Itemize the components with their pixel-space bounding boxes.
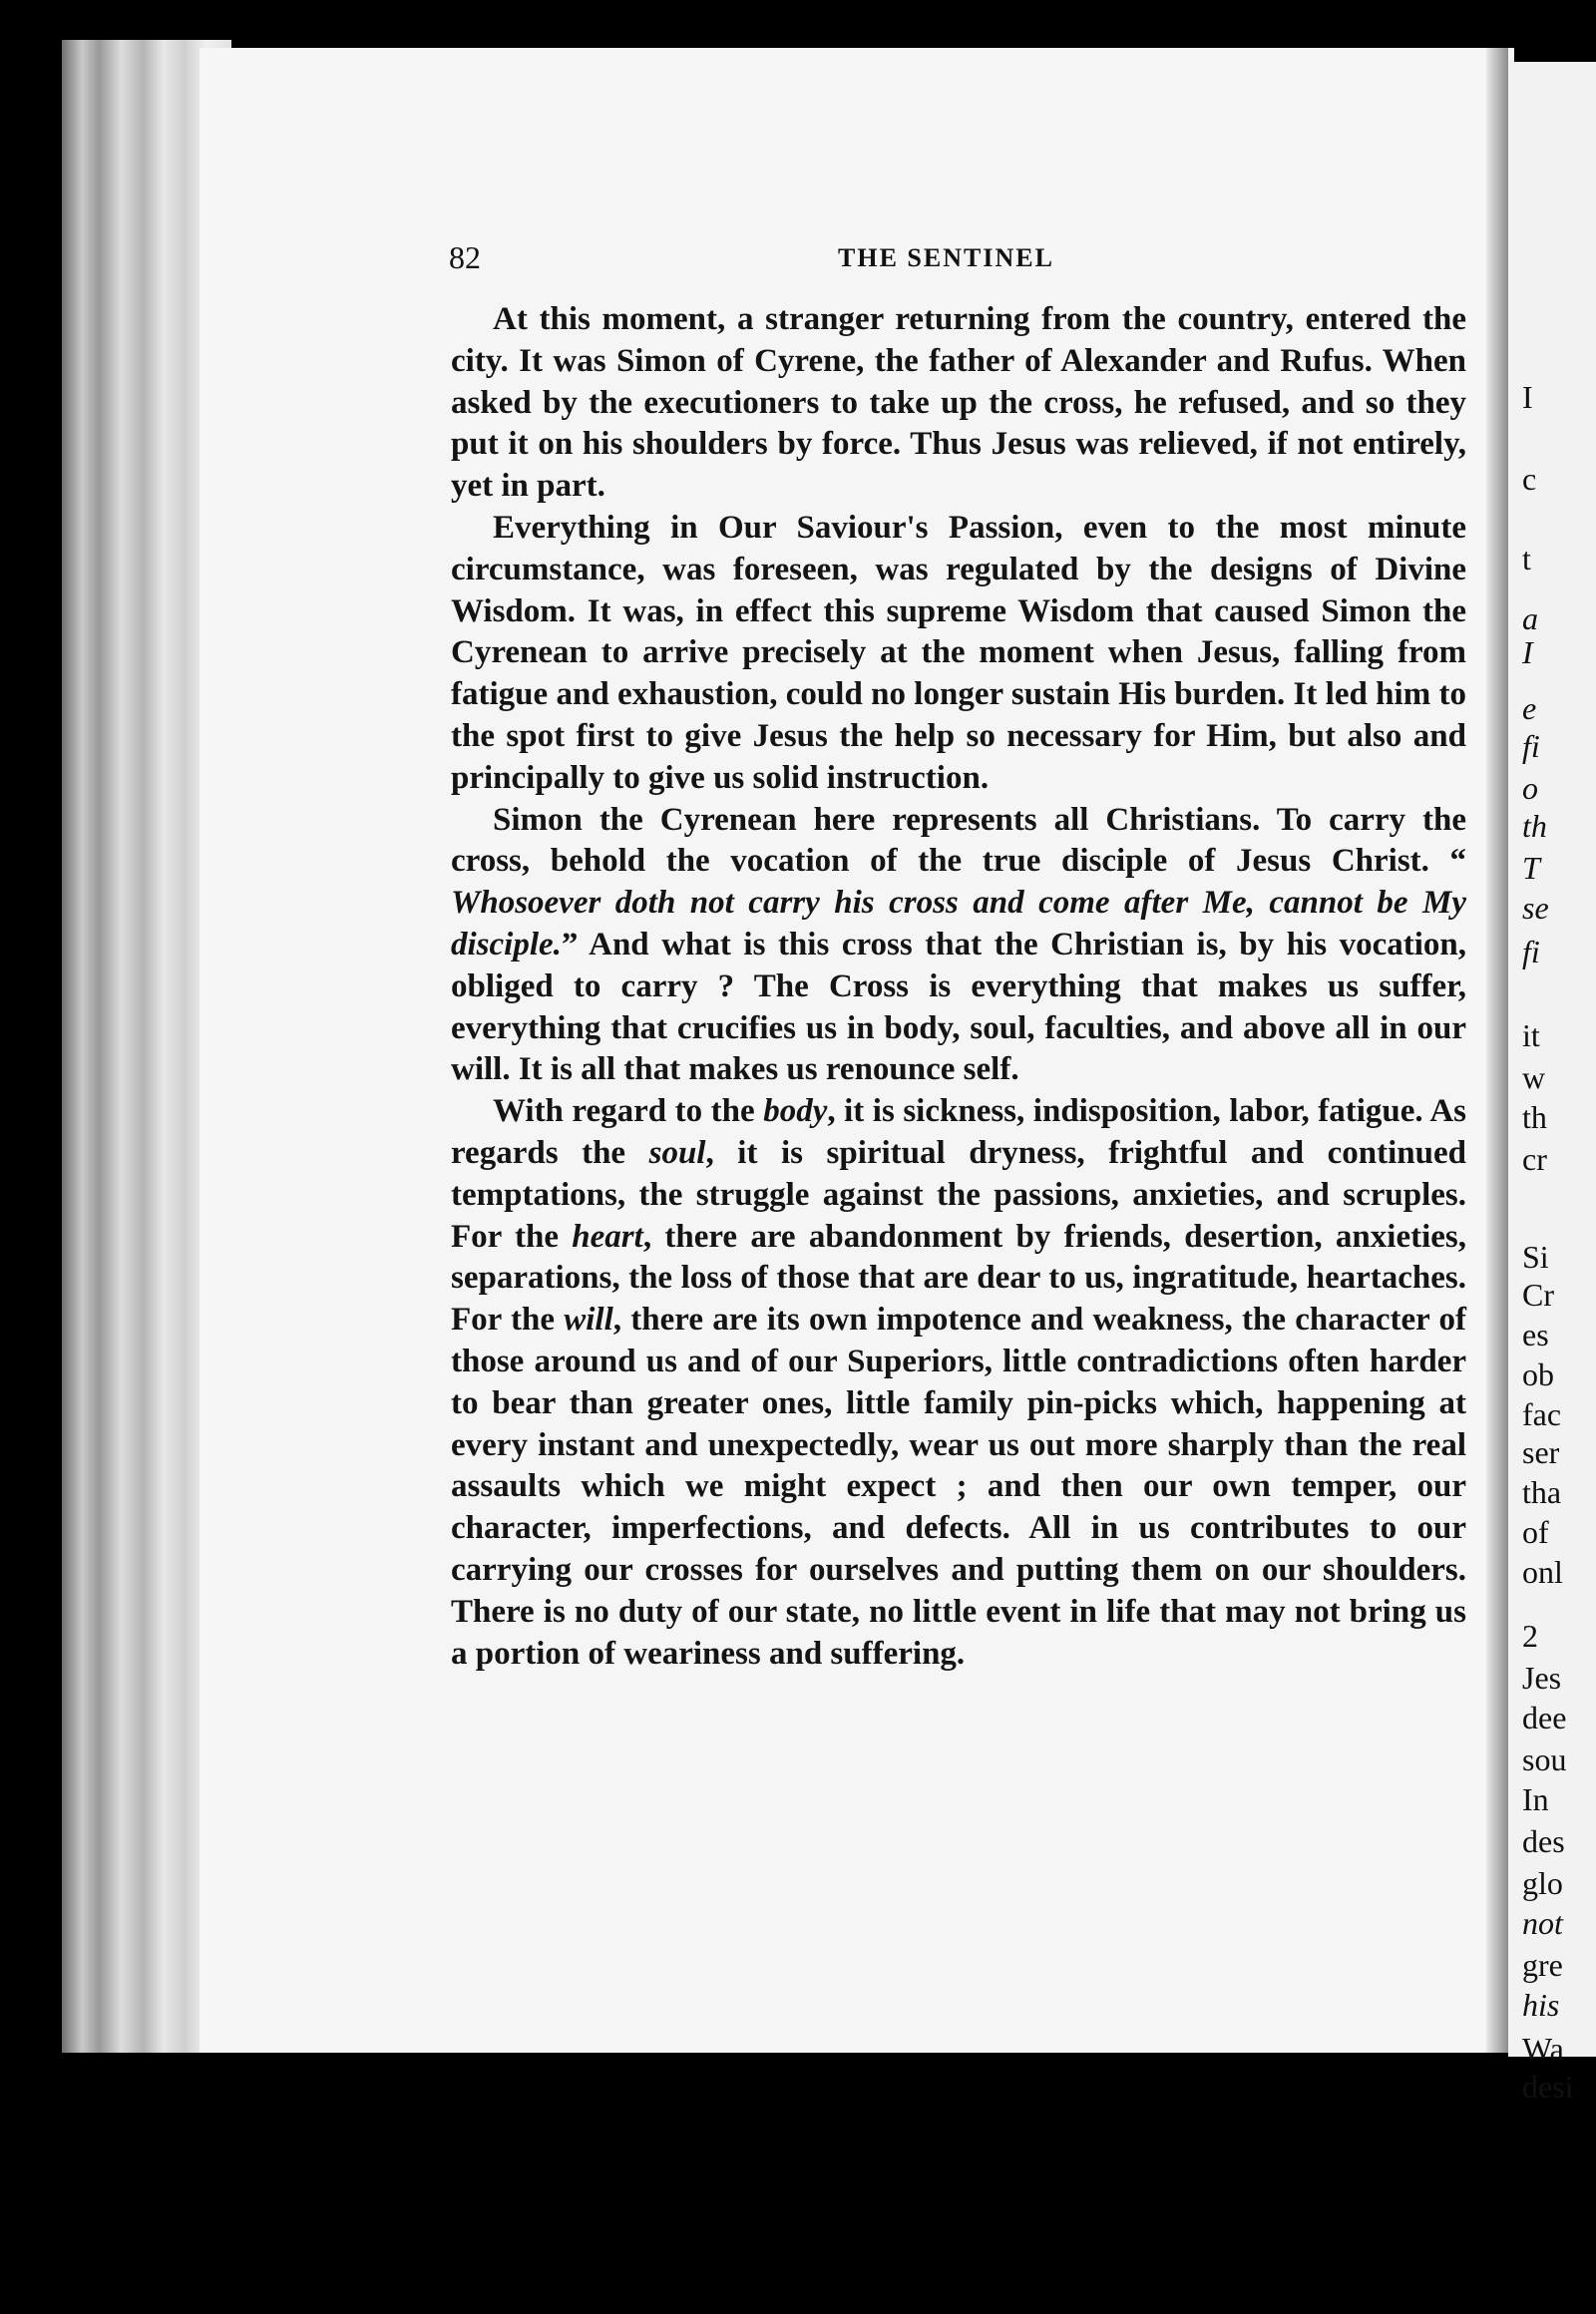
- paragraph-text: , it is spiritual dryness, frightful and continued temptations, the struggle against the passions, anxieties, and scruples. For the: [451, 1134, 1466, 1255]
- facing-page-text: his: [1522, 1987, 1560, 2023]
- facing-page-text: of: [1522, 1514, 1549, 1550]
- facing-page-text: gre: [1522, 1947, 1563, 1983]
- facing-page-text: 2: [1522, 1618, 1538, 1654]
- facing-page-text: I: [1522, 634, 1533, 670]
- facing-page-text: fi: [1522, 934, 1540, 969]
- book-gutter: [1486, 48, 1508, 2053]
- paragraph: [451, 508, 1466, 800]
- facing-page-text: ser: [1522, 1434, 1560, 1470]
- running-title: THE SENTINEL: [838, 243, 1054, 272]
- paragraph: [451, 800, 1466, 1092]
- paragraph: At this moment, a stranger returning from the country, entered the city. It was Simon of Cyrene, the father of Alexander and Rufus. When asked by the executioners to take up the cross, he refused, and so they put it on his shoulders by force. Thus Jesus was relieved, if not entirely, yet in part.: [451, 301, 1466, 505]
- facing-page-text: fi: [1522, 728, 1540, 764]
- facing-page-fragment: [1508, 62, 1596, 2105]
- page-body: [451, 299, 1466, 1675]
- facing-page-text: w: [1522, 1059, 1546, 1095]
- emphasis-word: will: [564, 1302, 613, 1339]
- facing-page-text: se: [1522, 890, 1549, 926]
- paragraph-text: Simon the Cyrenean here represents all Christians. To carry the cross, behold the vocation of the true disciple of Jesus Christ. “: [451, 801, 1466, 880]
- emphasis-word: heart: [572, 1218, 643, 1255]
- facing-page-text: e: [1522, 690, 1537, 726]
- page-header: [449, 239, 1466, 283]
- facing-page-text: c: [1522, 461, 1537, 497]
- facing-page-text: sou: [1522, 1741, 1567, 1777]
- paragraph: [451, 1091, 1466, 1675]
- facing-page-text: a: [1522, 600, 1538, 636]
- facing-page-text: onl: [1522, 1554, 1563, 1590]
- facing-page-text: ob: [1522, 1356, 1554, 1392]
- facing-page-text: t: [1522, 541, 1531, 577]
- paragraph-text: , there are abandonment by friends, desertion, anxieties, separations, the loss of those that are dear to us, ingratitude, heartaches. For the: [451, 1218, 1466, 1339]
- facing-page-text: Wa: [1522, 2031, 1564, 2067]
- facing-page-text: not: [1522, 1905, 1563, 1941]
- facing-page-text: glo: [1522, 1865, 1563, 1901]
- facing-page-text: tha: [1522, 1474, 1562, 1510]
- facing-page-text: th: [1522, 1099, 1547, 1135]
- facing-page-text: th: [1522, 808, 1547, 844]
- facing-page-text: it: [1522, 1017, 1540, 1053]
- facing-page-text: dee: [1522, 1700, 1567, 1736]
- facing-page-text: Jes: [1522, 1660, 1562, 1696]
- facing-page-text: Si: [1522, 1239, 1549, 1275]
- paragraph-text: Everything in Our Saviour's Passion, even to the most minute circumstance, was foreseen, was regulated by the designs of Divine Wisdom. It was, in effect this supreme Wisdom that caused Simon the Cyrenean to arrive precisely at the moment when Jesus, falling from fatigue and exhaustion, could no longer sustain His burden. It led him to the spot first to give Jesus the help so necessary for Him, but also and principally to give us solid instruction.: [451, 509, 1466, 796]
- facing-page-text: cr: [1522, 1141, 1547, 1177]
- paragraph-text: With regard to the: [493, 1093, 764, 1130]
- facing-page-text: o: [1522, 770, 1538, 806]
- facing-page-text: In: [1522, 1781, 1549, 1817]
- emphasis-word: body: [763, 1093, 828, 1130]
- paragraph-text: , there are its own impotence and weakness, the character of those around us and of our Superiors, little contradictions often harder to bear than greater ones, little family pin-picks which, happening at every instant and unexpectedly, wear us out more sharply than the real assaults which we might expect ; and then our own temper, our character, imperfections, and defects. All in us contributes to our carrying our crosses for ourselves and putting them on our shoulders. There is no duty of our state, no little event in life that may not bring us a portion of weariness and suffering.: [451, 1302, 1466, 1672]
- paragraph-text: ” And what is this cross that the Christian is, by his vocation, obliged to carry ? The Cross is everything that makes us suffer, everything that crucifies us in body, soul, faculties, and above all in our will. It is all that makes us renounce self.: [451, 926, 1466, 1088]
- facing-page-text: I: [1522, 379, 1533, 415]
- facing-page-text: fac: [1522, 1396, 1562, 1432]
- facing-page-text: T: [1522, 850, 1540, 886]
- scripture-quote: Whosoever doth not carry his cross and come after Me, cannot be My disciple.: [451, 885, 1466, 963]
- facing-page-text: desi: [1522, 2069, 1574, 2105]
- facing-page-text: es: [1522, 1317, 1549, 1352]
- paragraph-text: , it is sickness, indisposition, labor, fatigue. As regards the: [451, 1093, 1467, 1171]
- emphasis-word: soul: [648, 1134, 706, 1171]
- facing-page-text: des: [1522, 1823, 1565, 1859]
- page-number: 82: [449, 239, 481, 275]
- facing-page-text: Cr: [1522, 1277, 1554, 1313]
